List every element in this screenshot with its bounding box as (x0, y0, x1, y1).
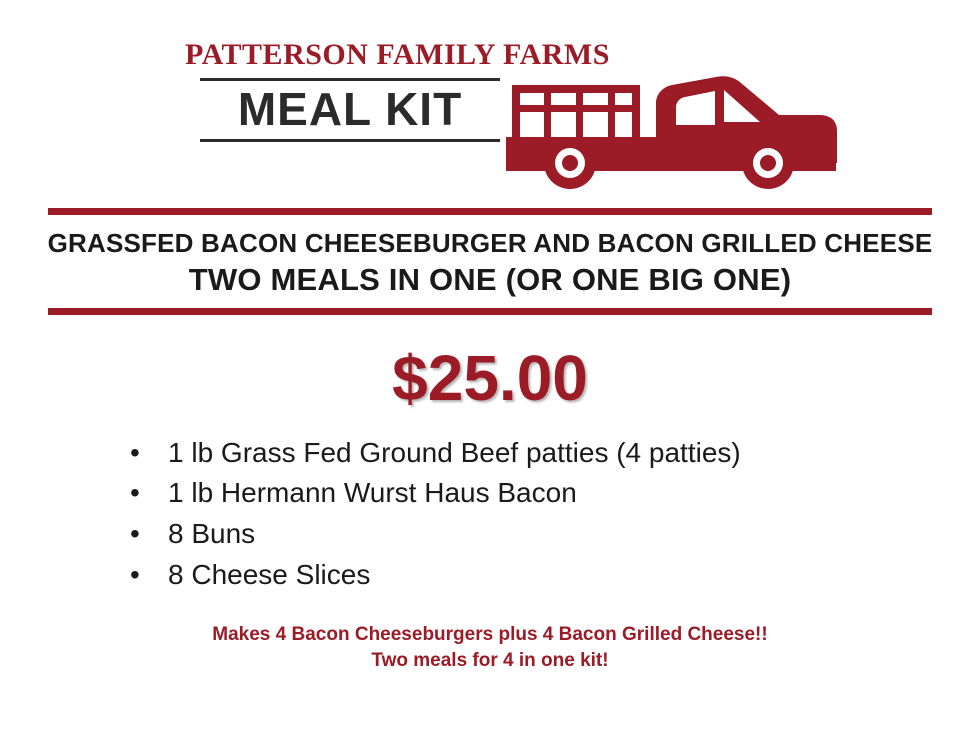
bullet-icon: • (130, 518, 140, 550)
brand-name: PATTERSON FAMILY FARMS (185, 38, 610, 71)
logo-header (0, 0, 980, 200)
price-label: $25.00 (392, 341, 588, 414)
footnote-line-2: Two meals for 4 in one kit! (371, 649, 609, 671)
brand-subtitle: MEAL KIT (237, 83, 463, 135)
list-item-label: 8 Buns (168, 518, 256, 550)
headline-line-2: TWO MEALS IN ONE (OR ONE BIG ONE) (188, 261, 792, 297)
bullet-icon: • (130, 559, 140, 591)
headline-line-1: GRASSFED BACON CHEESEBURGER AND BACON GRILLED CHEESE (47, 228, 933, 258)
list-item-label: 1 lb Grass Fed Ground Beef patties (4 patties) (168, 436, 741, 468)
ingredient-list (120, 433, 880, 597)
brand-divider-top (200, 78, 500, 81)
list-item-label: 1 lb Hermann Wurst Haus Bacon (168, 477, 577, 509)
footnote-line-1: Makes 4 Bacon Cheeseburgers plus 4 Bacon Grilled Cheese!! (212, 624, 768, 646)
list-item (120, 555, 880, 596)
divider-bar-bottom (48, 308, 932, 315)
headline-block (0, 215, 980, 308)
pickup-truck-icon (500, 45, 840, 195)
divider-bar-top (48, 208, 932, 215)
bullet-icon: • (130, 436, 140, 468)
brand-divider-bottom (200, 139, 500, 142)
bullet-icon: • (130, 477, 140, 509)
list-item-label: 8 Cheese Slices (168, 559, 371, 591)
footnote-block (0, 622, 980, 673)
list-item (120, 433, 880, 474)
brand-lockup (185, 38, 610, 142)
list-item (120, 473, 880, 514)
list-item (120, 514, 880, 555)
